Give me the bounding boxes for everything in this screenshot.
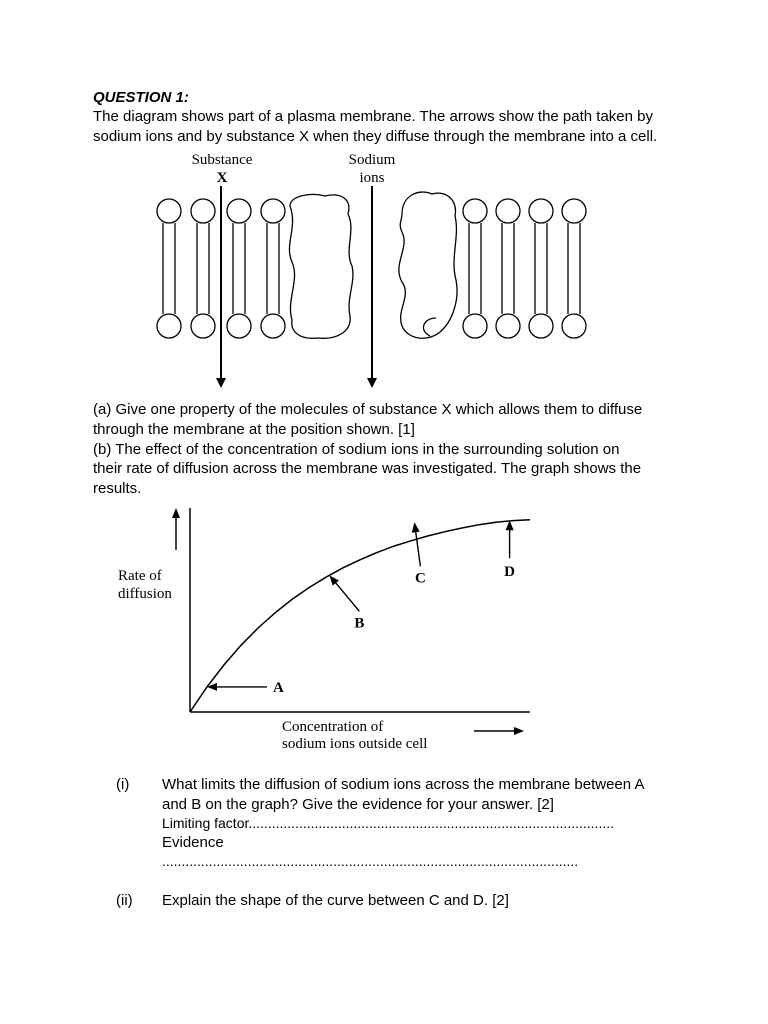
phospholipid-head xyxy=(529,314,553,338)
diffusion-rate-graph xyxy=(0,500,768,770)
y-axis-label-1: Rate of xyxy=(118,568,162,584)
sub-ii-line-1: Explain the shape of the curve between C and D. [2] xyxy=(162,892,509,909)
substance-x-label: X xyxy=(216,170,228,186)
y-axis-label-2: diffusion xyxy=(118,586,172,602)
phospholipid-head xyxy=(261,199,285,223)
sub-i-number: (i) xyxy=(116,776,130,793)
question-title: QUESTION 1: xyxy=(93,89,189,106)
x-axis-label-1: Concentration of xyxy=(282,719,384,735)
annotation-arrow-c xyxy=(415,530,420,566)
phospholipid-head xyxy=(191,314,215,338)
phospholipid-head xyxy=(227,199,251,223)
phospholipid-head xyxy=(496,314,520,338)
limiting-factor-answer-line[interactable]: Limiting factor.............................................................................................. xyxy=(162,815,614,831)
part-a-line-2: through the membrane at the position shown. [1] xyxy=(93,421,415,438)
sodium-label: Sodium xyxy=(348,152,396,168)
phospholipid-head xyxy=(496,199,520,223)
channel-protein-right xyxy=(399,192,457,338)
part-a-line-1: (a) Give one property of the molecules of substance X which allows them to diffuse xyxy=(93,401,643,418)
protein-subunit xyxy=(423,318,436,336)
membrane-diagram xyxy=(0,0,768,400)
intro-line-2: sodium ions and by substance X when they diffuse through the membrane into a cell. xyxy=(93,128,658,145)
ions-label: ions xyxy=(359,170,385,186)
phospholipid-head xyxy=(191,199,215,223)
phospholipid-head xyxy=(463,314,487,338)
substance-label: Substance xyxy=(191,152,253,168)
annotation-label-c: C xyxy=(414,570,426,587)
evidence-answer-line[interactable]: ........................................................................................................... xyxy=(162,853,579,869)
up-arrow-icon xyxy=(172,508,180,518)
sub-i-line-2: and B on the graph? Give the evidence for your answer. [2] xyxy=(162,796,554,813)
phospholipid-head xyxy=(562,314,586,338)
x-axis-label-2: sodium ions outside cell xyxy=(282,736,428,752)
phospholipid-tails-right xyxy=(469,223,580,314)
intro-line-1: The diagram shows part of a plasma membrane. The arrows show the path taken by xyxy=(93,108,654,125)
annotation-label-b: B xyxy=(354,615,365,632)
evidence-label: Evidence xyxy=(162,834,224,851)
annotation-arrow-b xyxy=(335,581,360,611)
part-b-line-1: (b) The effect of the concentration of sodium ions in the surrounding solution on xyxy=(93,441,620,458)
phospholipid-head xyxy=(463,199,487,223)
part-b-line-3: results. xyxy=(93,480,142,497)
part-b-line-2: their rate of diffusion across the membrane was investigated. The graph shows the xyxy=(93,460,642,477)
phospholipid-head xyxy=(529,199,553,223)
annotation-label-d: D xyxy=(504,564,516,581)
phospholipid-head xyxy=(157,199,181,223)
channel-protein-left xyxy=(289,194,353,338)
annotation-arrowhead-icon xyxy=(412,522,420,532)
arrowhead-icon xyxy=(367,378,377,388)
phospholipid-head xyxy=(261,314,285,338)
phospholipid-head xyxy=(227,314,251,338)
sub-i-line-1: What limits the diffusion of sodium ions across the membrane between A xyxy=(162,776,645,793)
right-arrow-icon xyxy=(514,727,524,735)
annotation-label-a: A xyxy=(273,679,284,696)
phospholipid-head xyxy=(157,314,181,338)
arrowhead-icon xyxy=(216,378,226,388)
sub-ii-number: (ii) xyxy=(116,892,133,909)
phospholipid-head xyxy=(562,199,586,223)
